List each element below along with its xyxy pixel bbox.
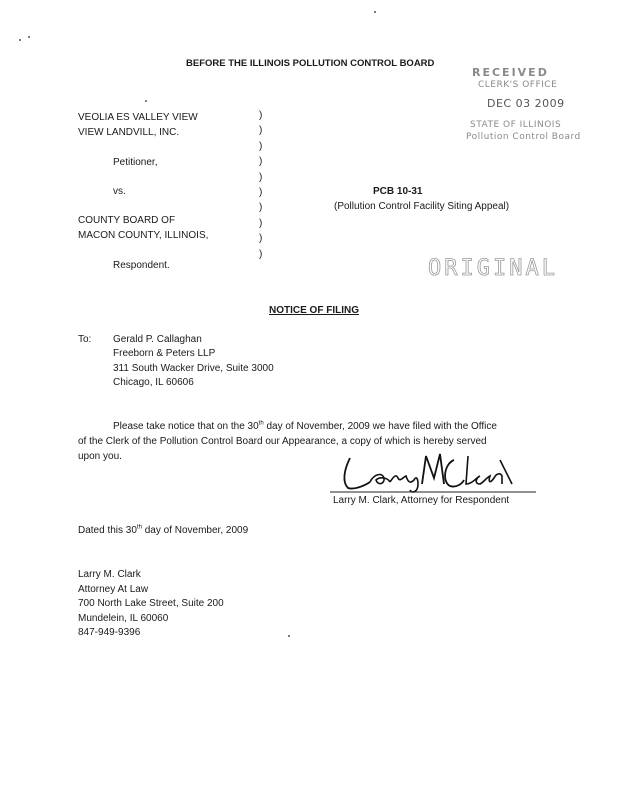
versus-label: vs. — [113, 186, 126, 197]
attorney-line: Attorney At Law — [78, 584, 149, 595]
addressee-line: Gerald P. Callaghan — [113, 334, 202, 345]
attorney-line: Mundelein, IL 60060 — [78, 613, 169, 624]
case-number: PCB 10-31 — [373, 186, 423, 197]
paren: ) — [259, 233, 263, 245]
scan-speck — [288, 635, 290, 637]
body-line3: upon you. — [78, 451, 122, 462]
signature-image — [330, 448, 540, 496]
notice-title: NOTICE OF FILING — [269, 305, 359, 316]
attorney-line: 700 North Lake Street, Suite 200 — [78, 598, 224, 609]
dated-line: Dated this 30th day of November, 2009 — [78, 524, 249, 536]
paren: ) — [259, 110, 263, 121]
stamp-board: Pollution Control Board — [466, 132, 581, 142]
paren: ) — [259, 171, 263, 183]
attorney-line: Larry M. Clark — [78, 569, 141, 580]
attorney-line: 847-949-9396 — [78, 627, 141, 638]
handwritten-signature — [330, 448, 540, 496]
scan-speck — [374, 11, 376, 13]
paren: ) — [259, 140, 263, 152]
original-stamp: ORIGINAL — [428, 256, 558, 281]
stamp-state: STATE OF ILLINOIS — [470, 120, 562, 130]
respondent-label: Respondent. — [113, 260, 170, 271]
scan-speck — [145, 100, 147, 102]
body-line2: of the Clerk of the Pollution Control Board our Appearance, a copy of which is hereby served — [78, 436, 487, 447]
case-type: (Pollution Control Facility Siting Appeal) — [334, 201, 510, 212]
paren: ) — [259, 186, 263, 198]
paren: ) — [259, 217, 263, 229]
caption-parenthesis-column — [259, 110, 267, 264]
petitioner-name-line2: VIEW LANDVILL, INC. — [78, 127, 180, 138]
respondent-name-line1: COUNTY BOARD OF — [78, 215, 176, 226]
body-line1: Please take notice that on the 30th day of November, 2009 we have filed with the Office — [113, 420, 497, 432]
scan-speck — [19, 39, 21, 41]
received-stamp: RECEIVED — [472, 66, 549, 79]
stamp-date: DEC 03 2009 — [487, 97, 565, 110]
scan-speck — [28, 36, 30, 38]
signature-caption: Larry M. Clark, Attorney for Respondent — [333, 495, 510, 506]
paren: ) — [259, 125, 263, 137]
paren: ) — [259, 202, 263, 214]
petitioner-name-line1: VEOLIA ES VALLEY VIEW — [78, 112, 198, 123]
clerks-office-stamp: CLERK'S OFFICE — [478, 80, 558, 90]
petitioner-label: Petitioner, — [113, 157, 158, 168]
page-title: BEFORE THE ILLINOIS POLLUTION CONTROL BOARD — [186, 58, 435, 69]
to-label: To: — [78, 334, 92, 345]
addressee-line: Chicago, IL 60606 — [113, 377, 194, 388]
addressee-line: Freeborn & Peters LLP — [113, 348, 216, 359]
paren: ) — [259, 156, 263, 168]
paren: ) — [259, 248, 263, 260]
addressee-line: 311 South Wacker Drive, Suite 3000 — [113, 363, 274, 374]
respondent-name-line2: MACON COUNTY, ILLINOIS, — [78, 230, 209, 241]
